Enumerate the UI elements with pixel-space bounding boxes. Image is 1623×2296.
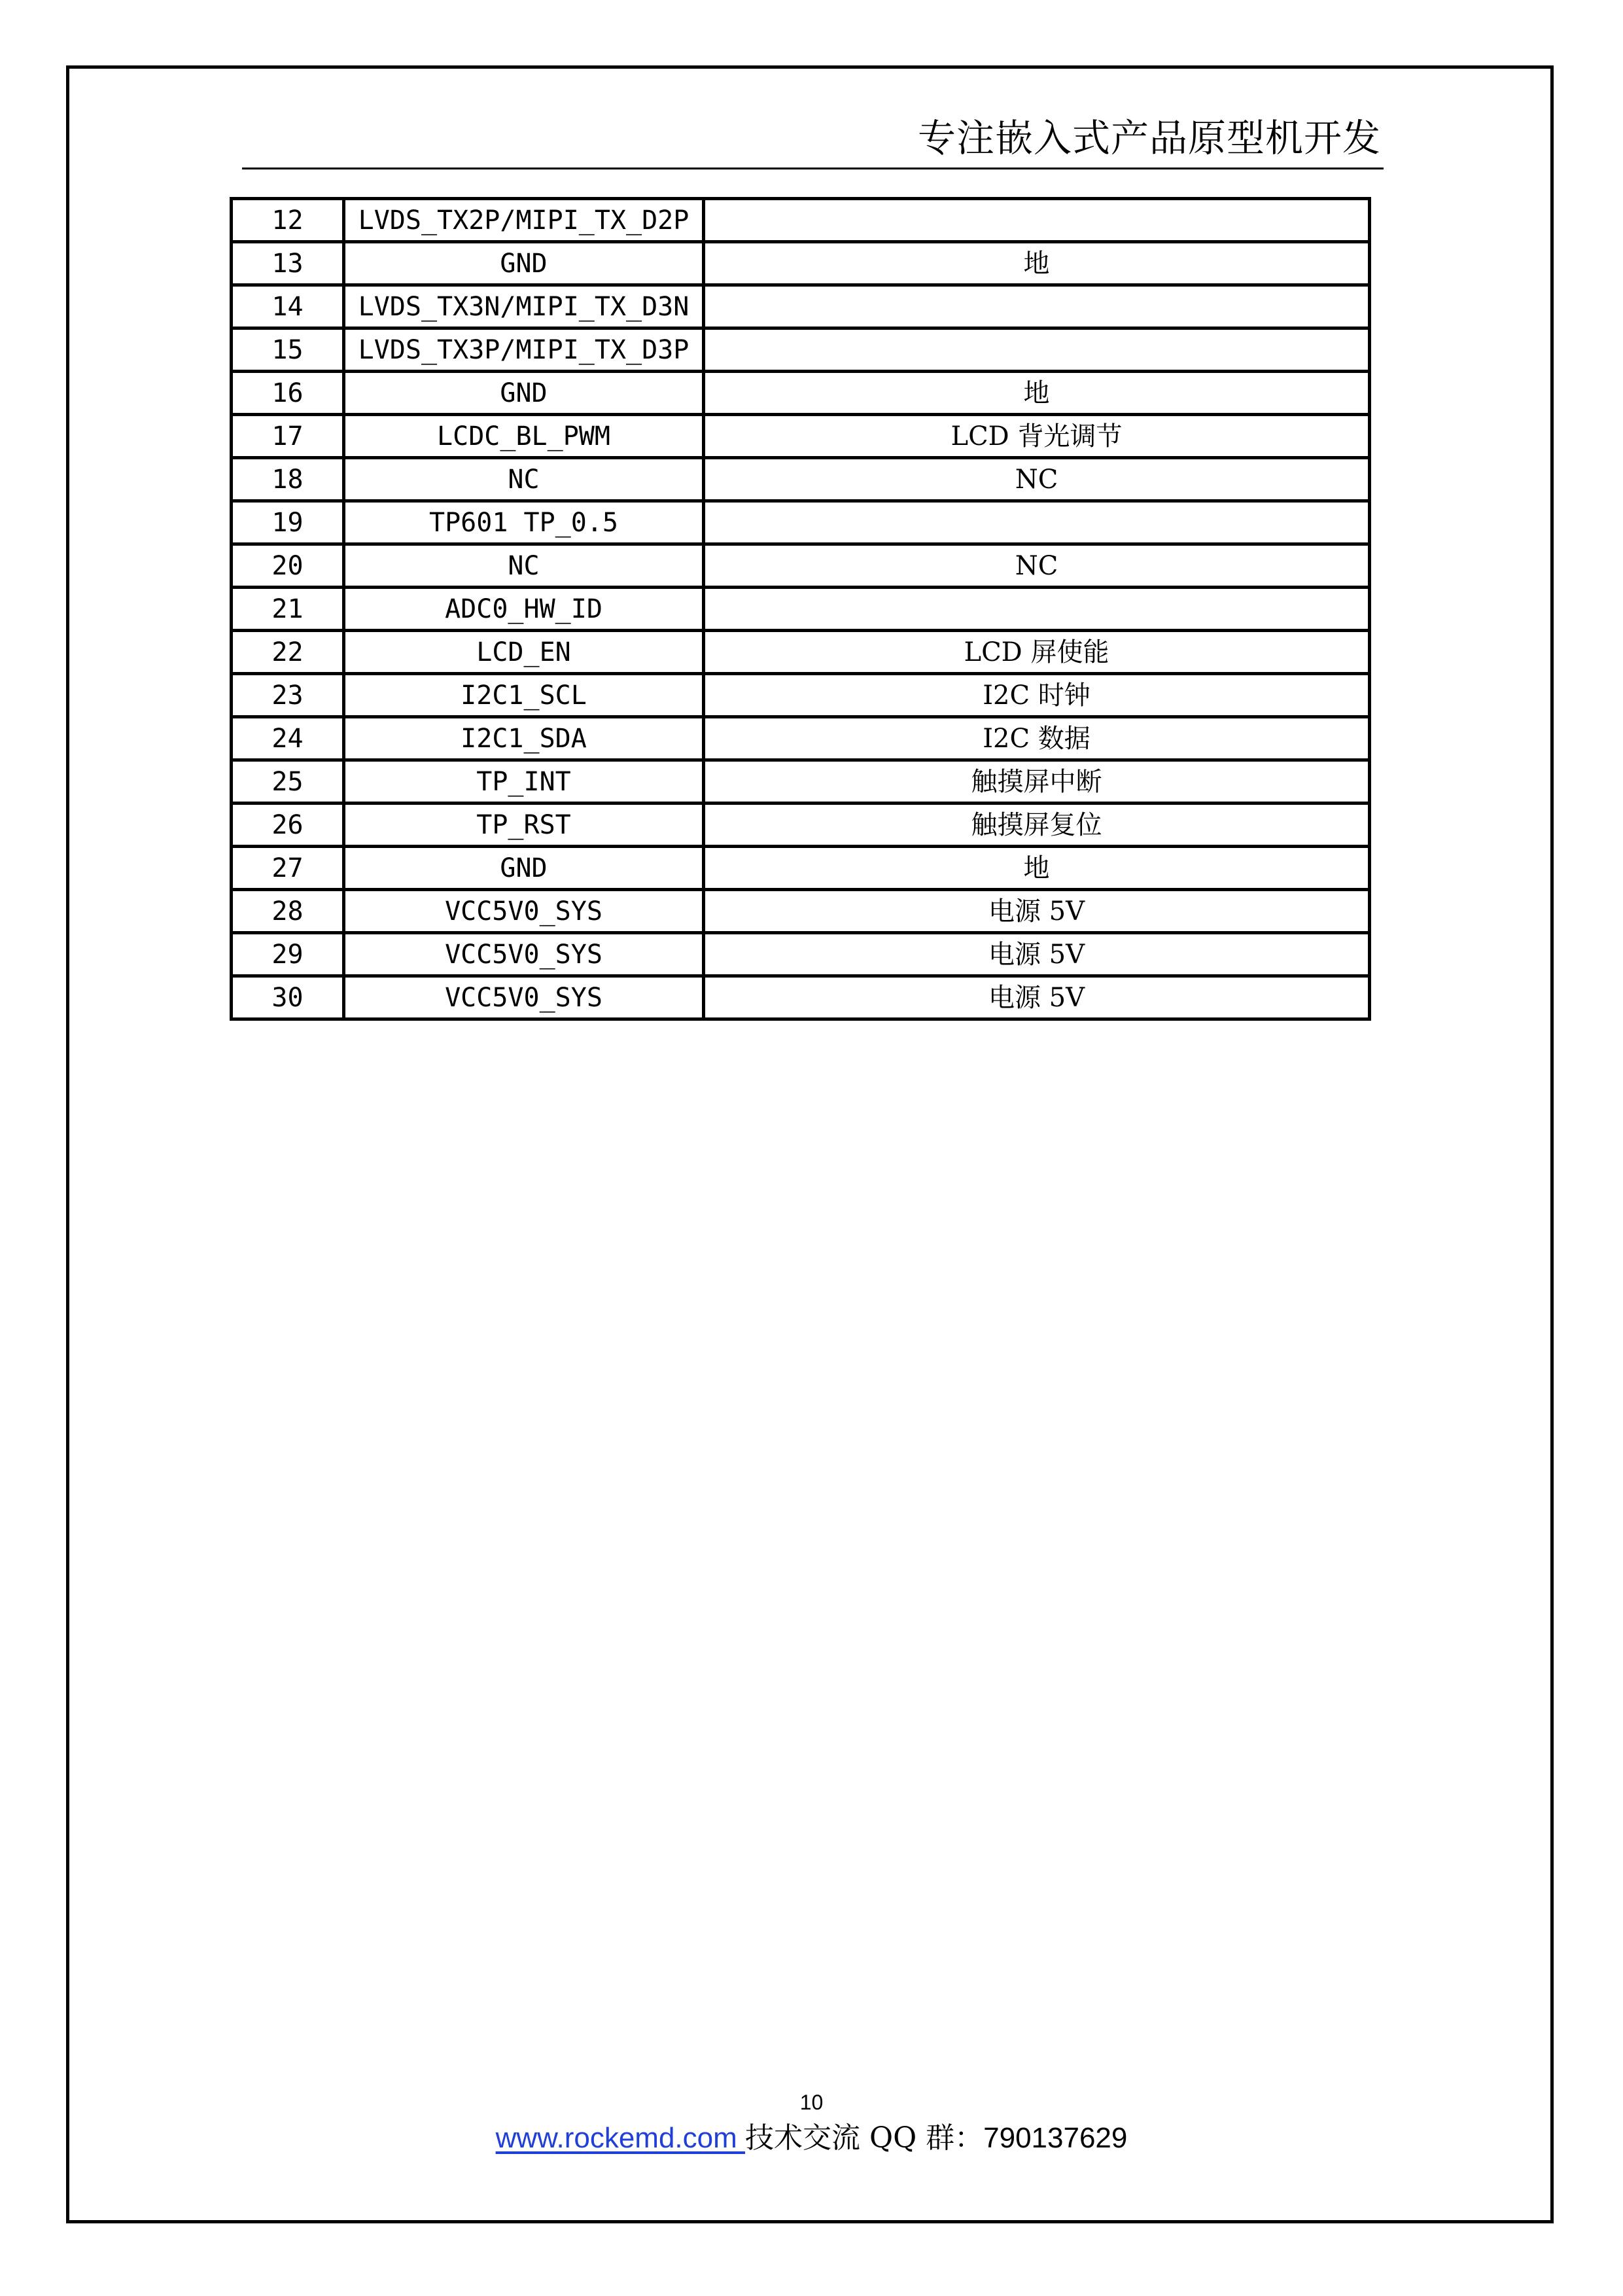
signal-name: VCC5V0_SYS (344, 890, 704, 933)
table-row (232, 717, 1370, 760)
signal-name: LVDS_TX3N/MIPI_TX_D3N (344, 285, 704, 328)
table-row (232, 890, 1370, 933)
signal-name: NC (344, 544, 704, 588)
signal-description (704, 588, 1370, 631)
signal-description: LCD 背光调节 (704, 415, 1370, 458)
pin-number: 24 (232, 717, 344, 760)
signal-description: 触摸屏中断 (704, 760, 1370, 804)
table-row (232, 631, 1370, 674)
pin-number: 17 (232, 415, 344, 458)
pin-table (230, 197, 1371, 1021)
signal-name: LVDS_TX2P/MIPI_TX_D2P (344, 199, 704, 242)
signal-name: TP601 TP_0.5 (344, 501, 704, 544)
signal-description: 地 (704, 847, 1370, 890)
signal-name: ADC0_HW_ID (344, 588, 704, 631)
signal-description: 地 (704, 242, 1370, 285)
signal-description: 电源 5V (704, 976, 1370, 1019)
website-link[interactable]: www.rockemd.com (495, 2122, 746, 2154)
pin-number: 15 (232, 328, 344, 372)
table-row (232, 199, 1370, 242)
pin-number: 23 (232, 674, 344, 717)
pin-number: 26 (232, 804, 344, 847)
pin-number: 21 (232, 588, 344, 631)
signal-description: 电源 5V (704, 890, 1370, 933)
signal-name: NC (344, 458, 704, 501)
signal-description: 地 (704, 372, 1370, 415)
table-row (232, 285, 1370, 328)
table-row (232, 544, 1370, 588)
signal-description: NC (704, 544, 1370, 588)
signal-name: TP_INT (344, 760, 704, 804)
header-title: 专注嵌入式产品原型机开发 (917, 116, 1381, 160)
signal-description: I2C 时钟 (704, 674, 1370, 717)
table-row (232, 847, 1370, 890)
pin-number: 18 (232, 458, 344, 501)
footer-contact (0, 2120, 1623, 2157)
table-row (232, 674, 1370, 717)
pin-number: 28 (232, 890, 344, 933)
contact-label: 技术交流 QQ 群： (745, 2121, 984, 2155)
table-row (232, 976, 1370, 1019)
pin-number: 29 (232, 933, 344, 976)
table-row (232, 933, 1370, 976)
signal-description (704, 285, 1370, 328)
pin-number: 12 (232, 199, 344, 242)
table-row (232, 458, 1370, 501)
signal-description (704, 199, 1370, 242)
table-row (232, 328, 1370, 372)
signal-description: 电源 5V (704, 933, 1370, 976)
signal-name: VCC5V0_SYS (344, 933, 704, 976)
signal-name: VCC5V0_SYS (344, 976, 704, 1019)
table-row (232, 415, 1370, 458)
signal-name: LCD_EN (344, 631, 704, 674)
table-row (232, 372, 1370, 415)
pin-number: 20 (232, 544, 344, 588)
signal-name: GND (344, 242, 704, 285)
table-row (232, 242, 1370, 285)
signal-name: I2C1_SCL (344, 674, 704, 717)
signal-name: GND (344, 847, 704, 890)
page-number: 10 (799, 2091, 824, 2114)
signal-description: LCD 屏使能 (704, 631, 1370, 674)
signal-description (704, 501, 1370, 544)
qq-number: 790137629 (983, 2122, 1128, 2154)
signal-description: I2C 数据 (704, 717, 1370, 760)
signal-name: LCDC_BL_PWM (344, 415, 704, 458)
table-row (232, 760, 1370, 804)
table-row (232, 588, 1370, 631)
pin-number: 13 (232, 242, 344, 285)
pin-number: 22 (232, 631, 344, 674)
pin-number: 16 (232, 372, 344, 415)
pin-table-body (232, 199, 1370, 1019)
signal-name: I2C1_SDA (344, 717, 704, 760)
signal-name: LVDS_TX3P/MIPI_TX_D3P (344, 328, 704, 372)
pin-number: 25 (232, 760, 344, 804)
signal-description: NC (704, 458, 1370, 501)
signal-name: TP_RST (344, 804, 704, 847)
pin-number: 30 (232, 976, 344, 1019)
pin-number: 19 (232, 501, 344, 544)
signal-description (704, 328, 1370, 372)
signal-description: 触摸屏复位 (704, 804, 1370, 847)
signal-name: GND (344, 372, 704, 415)
table-row (232, 501, 1370, 544)
header-rule (242, 168, 1384, 169)
table-row (232, 804, 1370, 847)
pin-number: 14 (232, 285, 344, 328)
pin-number: 27 (232, 847, 344, 890)
